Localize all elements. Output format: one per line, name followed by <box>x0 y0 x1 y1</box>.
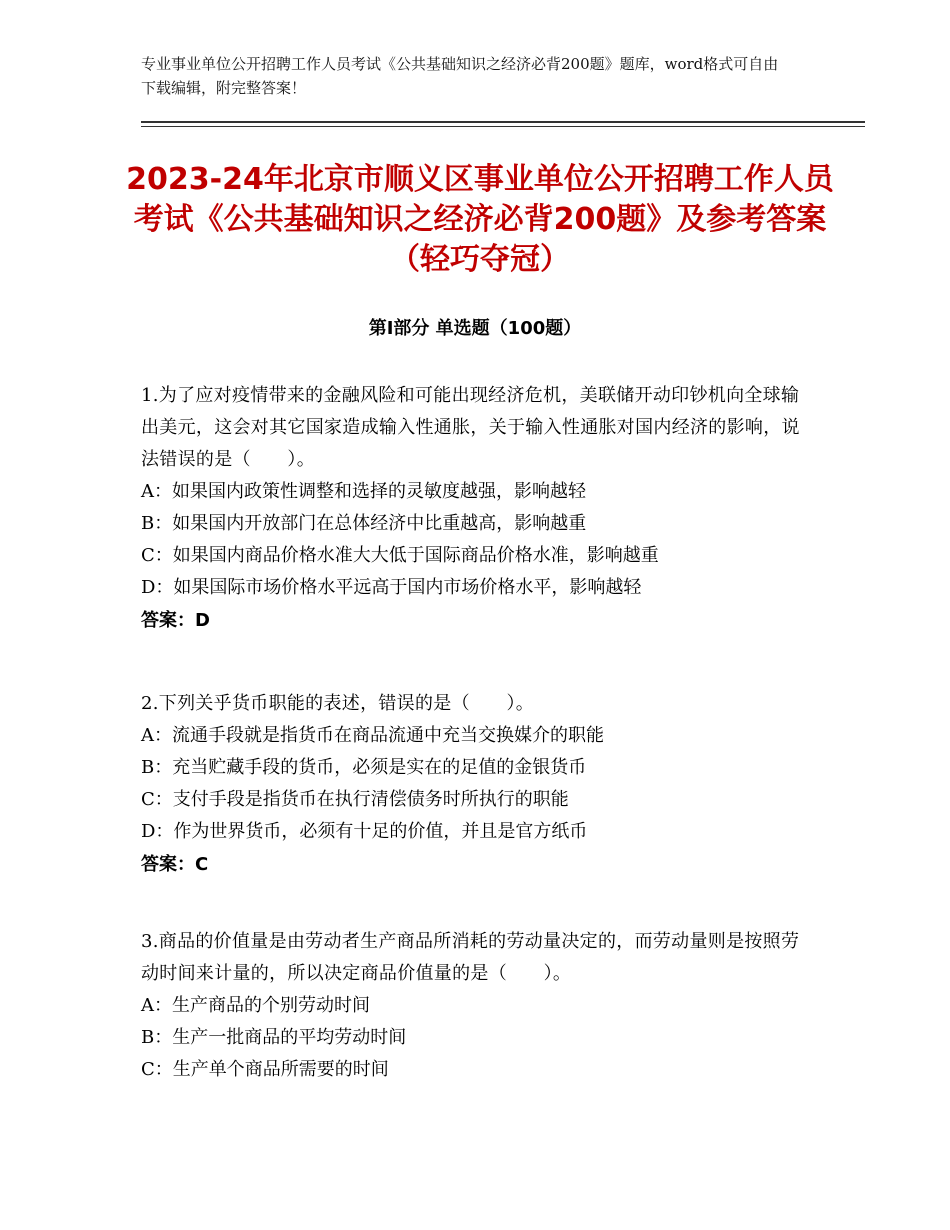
question-2 <box>141 688 801 882</box>
option-a: A：流通手段就是指货币在商品流通中充当交换媒介的职能 <box>141 725 604 746</box>
option-a: A：生产商品的个别劳动时间 <box>141 995 370 1016</box>
option-b: B：充当贮藏手段的货币，必须是实在的足值的金银货币 <box>141 757 587 778</box>
option-b: B：生产一批商品的平均劳动时间 <box>141 1027 407 1048</box>
question-1 <box>141 380 801 638</box>
section-title: 第Ⅰ部分 单选题（100题） <box>368 318 582 339</box>
option-d: D：作为世界货币，必须有十足的价值，并且是官方纸币 <box>141 821 588 842</box>
option-c: C：支付手段是指货币在执行清偿债务时所执行的职能 <box>141 789 569 810</box>
header-note: 专业事业单位公开招聘工作人员考试《公共基础知识之经济必背200题》题库，word格式可自由下载编辑，附完整答案！ <box>141 55 779 97</box>
option-d: D：如果国际市场价格水平远高于国内市场价格水平，影响越轻 <box>141 577 642 598</box>
document-title: 2023-24年北京市顺义区事业单位公开招聘工作人员考试《公共基础知识之经济必背200题》及参考答案（轻巧夺冠） <box>126 162 834 277</box>
answer: 答案：C <box>141 854 209 875</box>
question-stem: 3.商品的价值量是由劳动者生产商品所消耗的劳动量决定的，而劳动量则是按照劳动时间来计量的，所以决定商品价值量的是（ ）。 <box>141 931 800 984</box>
header-divider <box>141 121 865 123</box>
option-c: C：如果国内商品价格水准大大低于国际商品价格水准，影响越重 <box>141 545 659 566</box>
option-c: C：生产单个商品所需要的时间 <box>141 1059 389 1080</box>
answer: 答案：D <box>141 610 210 631</box>
question-3 <box>141 926 801 1086</box>
question-stem: 1.为了应对疫情带来的金融风险和可能出现经济危机，美联储开动印钞机向全球输出美元，这会对其它国家造成输入性通胀，关于输入性通胀对国内经济的影响，说法错误的是（ ）。 <box>141 385 800 470</box>
option-b: B：如果国内开放部门在总体经济中比重越高，影响越重 <box>141 513 587 534</box>
question-stem: 2.下列关乎货币职能的表述，错误的是（ ）。 <box>141 693 535 714</box>
option-a: A：如果国内政策性调整和选择的灵敏度越强，影响越轻 <box>141 481 586 502</box>
header-divider-thin <box>141 126 865 127</box>
